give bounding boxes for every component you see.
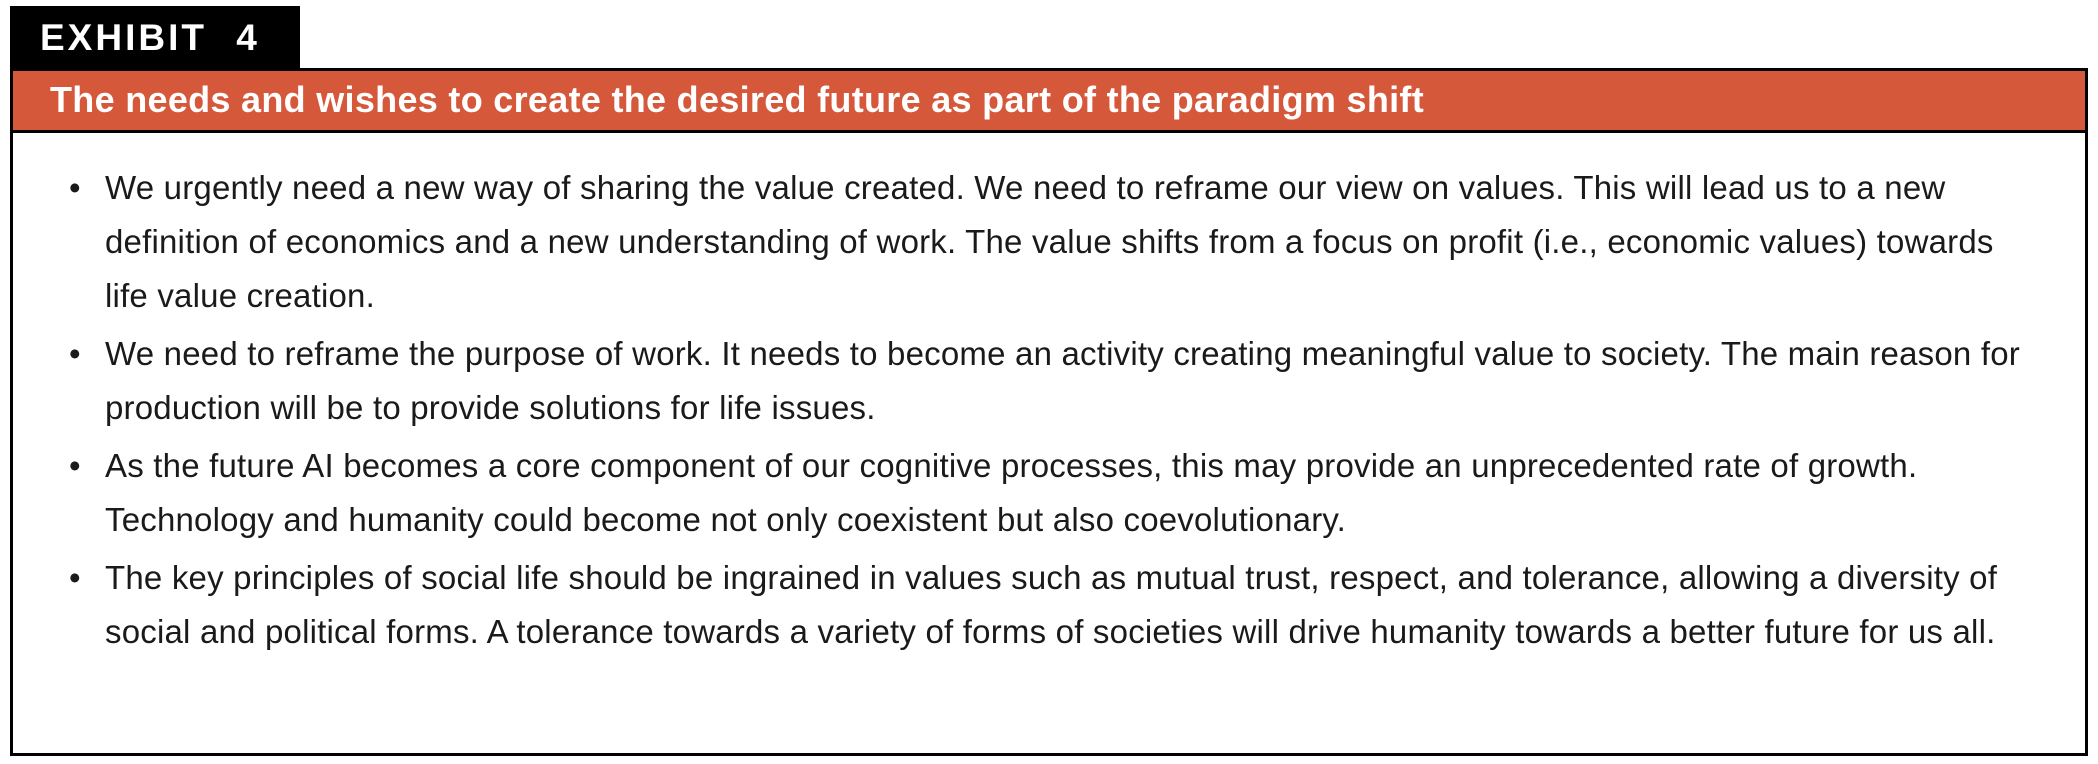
exhibit-panel xyxy=(10,68,2088,756)
exhibit-title: The needs and wishes to create the desired future as part of the paradigm shift xyxy=(50,79,1424,120)
bullet-list xyxy=(63,161,2041,659)
bullet-item: • The key principles of social life should be ingrained in values such as mutual trust, respect, and tolerance, allowing a diversity of social and political forms. A tolerance towards a variety of forms of societies will drive humanity towards a better future for us all. xyxy=(63,551,2041,659)
exhibit-body xyxy=(13,133,2085,693)
exhibit-label: EXHIBIT 4 xyxy=(40,17,260,58)
bullet-item: • We need to reframe the purpose of work. It needs to become an activity creating meaningful value to society. The main reason for production will be to provide solutions for life issues. xyxy=(63,327,2041,435)
exhibit-title-banner xyxy=(13,71,2085,133)
bullet-item: • As the future AI becomes a core component of our cognitive processes, this may provide an unprecedented rate of growth. Technology and humanity could become not only coexistent but also coevolutionary. xyxy=(63,439,2041,547)
exhibit-tag xyxy=(10,6,300,68)
bullet-item: • We urgently need a new way of sharing the value created. We need to reframe our view on values. This will lead us to a new definition of economics and a new understanding of work. The value shifts from a focus on profit (i.e., economic values) towards life value creation. xyxy=(63,161,2041,323)
